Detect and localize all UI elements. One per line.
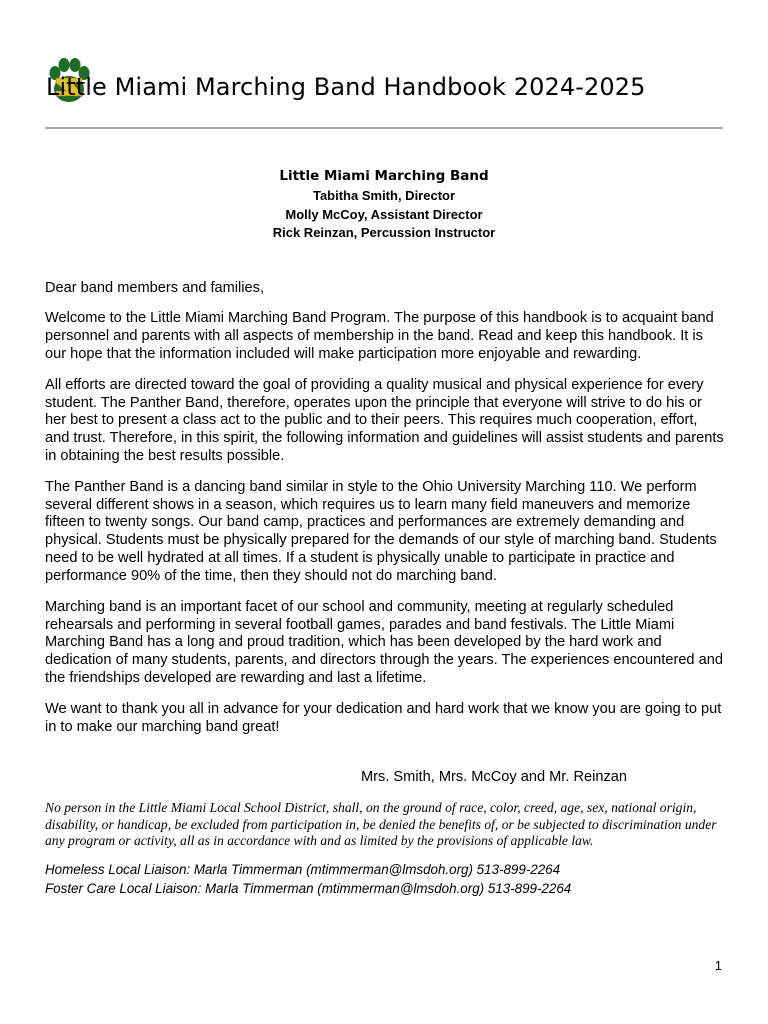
band-name: Little Miami Marching Band — [279, 168, 489, 184]
signature: Mrs. Smith, Mrs. McCoy and Mr. Reinzan — [361, 769, 627, 785]
director-line: Tabitha Smith, Director — [312, 188, 456, 203]
staff-block — [0, 167, 768, 243]
title-divider — [45, 127, 723, 129]
paragraph-tradition: Marching band is an important facet of our school and community, meeting at regularly scheduled rehearsals and performing in several football games, parades and band festivals. The Little Miami Marching Band has a long and proud tradition, which has been developed by the hard work and dedication of many students, parents, and directors through the years. The experiences encountered and the friendships developed are rewarding and last a lifetime. — [45, 598, 723, 687]
paragraph-style: The Panther Band is a dancing band similar in style to the Ohio University Marching 110. We perform several different shows in a season, which requires us to learn many field maneuvers and memorize fifteen to twenty songs. Our band camp, practices and performances are extremely demanding and physical. Students must be physically prepared for the demands of our style of marching band. Students need to be well hydrated at all times. If a student is physically unable to participate in practice and performance 90% of the time, then they should not do marching band. — [45, 478, 717, 585]
paragraph-thanks: We want to thank you all in advance for your dedication and hard work that we know you are going to put in to make our marching band great! — [45, 700, 722, 735]
homeless-liaison-line: Homeless Local Liaison: Marla Timmerman (mtimmerman@lmsdoh.org) 513-899-2264 — [45, 862, 561, 877]
salutation: Dear band members and families, — [45, 280, 265, 296]
letter-body — [45, 280, 725, 749]
page-number: 1 — [714, 958, 722, 973]
paragraph-goals: All efforts are directed toward the goal of providing a quality musical and physical experience for every student. The Panther Band, therefore, operates upon the principle that everyone will strive to do his or her best to present a class act to the public and to their peers. This requires much cooperation, effort, and trust. Therefore, in this spirit, the following information and guidelines will assist students and parents in obtaining the best results possible. — [45, 376, 724, 465]
percussion-instructor-line: Rick Reinzan, Percussion Instructor — [272, 225, 496, 241]
foster-care-liaison-line: Foster Care Local Liaison: Marla Timmerman (mtimmerman@lmsdoh.org) 513-899-2264 — [45, 880, 572, 896]
document-title: Little Miami Marching Band Handbook 2024-2025 — [46, 73, 646, 101]
liaison-contacts — [45, 861, 571, 898]
paragraph-welcome: Welcome to the Little Miami Marching Band Program. The purpose of this handbook is to acquaint band personnel and parents with all aspects of membership in the band. Read and keep this handbook. It is our hope that the information included will make participation more enjoyable and rewarding. — [45, 310, 714, 363]
nondiscrimination-notice: No person in the Little Miami Local School District, shall, on the ground of race, color, creed, age, sex, national origin, disability, or handicap, be excluded from participation in, be denied the benefits of, or be subjected to discrimination under any program or activity, all as in accordance with and as limited by the provisions of applicable law. — [45, 800, 717, 849]
assistant-director-line: Molly McCoy, Assistant Director — [285, 206, 483, 222]
